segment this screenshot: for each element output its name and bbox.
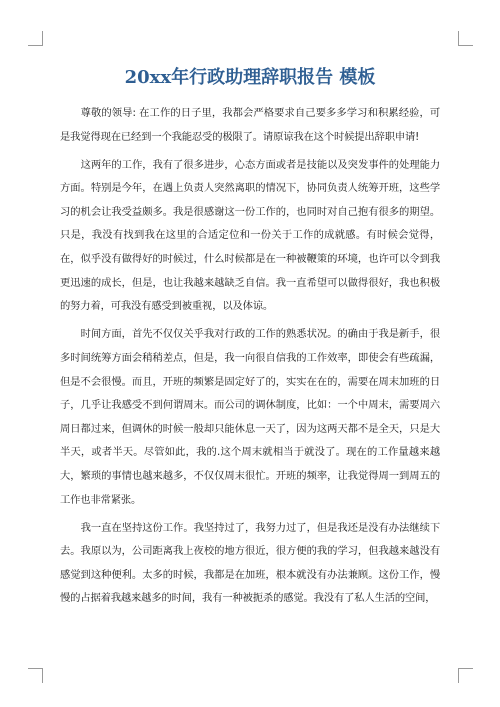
- document-title: 20xx年行政助理辞职报告 模板: [124, 67, 376, 88]
- document-body: [60, 102, 440, 615]
- paragraph-persistence: 我一直在坚持这份工作。我坚持过了，我努力过了，但是我还是没有办法继续下去。我原以为，公司距离我上夜校的地方很近，很方便的我的学习，但我越来越没有感觉到这种便利。太多的时候，我都是在加班，根本就没有办法兼顾。这份工作，慢慢的占据着我越来越多的时间，我有一种被扼杀的感觉。我没有了私人生活的空间，: [60, 521, 440, 605]
- paragraph-time: 时间方面，首先不仅仅关乎我对行政的工作的熟悉状况。的确由于我是新手，很多时间统筹方面会稍稍差点，但是，我一向很自信我的工作效率，即使会有些疏漏，但是不会很慢。而且，开班的频繁是固定好了的，实实在在的，需要在周末加班的日子，几乎让我感受不到何谓周末。而公司的调休制度，比如：一个中周末，需要周六周日都过来，但调休的时候一般却只能休息一天了，因为这两天都不是全天，只是大半天，或者半天。尽管如此，我的.这个周末就相当于就没了。现在的工作量越来越大，繁琐的事情也越来越多，不仅仅周末很忙。开班的频率，让我觉得周一到周五的工作也非常紧张。: [60, 328, 440, 506]
- crop-mark-bottom-left: [28, 668, 43, 683]
- crop-mark-top-right: [458, 31, 473, 46]
- crop-mark-top-left: [28, 31, 43, 46]
- paragraph-salutation: 尊敬的领导: 在工作的日子里，我都会严格要求自己要多多学习和积累经验，可是我觉得现在已经到一个我能忍受的极限了。请原谅我在这个时候提出辞职申请!: [60, 107, 440, 143]
- paragraph-progress: 这两年的工作，我有了很多进步，心态方面或者是技能以及突发事件的处理能力方面。特别是今年，在遇上负责人突然离职的情况下，协同负责人统筹开班，这些学习的机会让我受益颇多。我是很感谢这一份工作的，也同时对自己抱有很多的期望。只是，我没有找到我在这里的合适定位和一份关于工作的成就感。有时候会觉得，在，似乎没有做得好的时候过，什么时候都是在一种被鞭策的环境，也许可以令到我更迅速的成长，但是，也让我越来越缺乏自信。我一直希望可以做得很好，我也积极的努力着，可我没有感受到被重视，以及体谅。: [60, 158, 440, 313]
- crop-mark-bottom-right: [458, 668, 473, 683]
